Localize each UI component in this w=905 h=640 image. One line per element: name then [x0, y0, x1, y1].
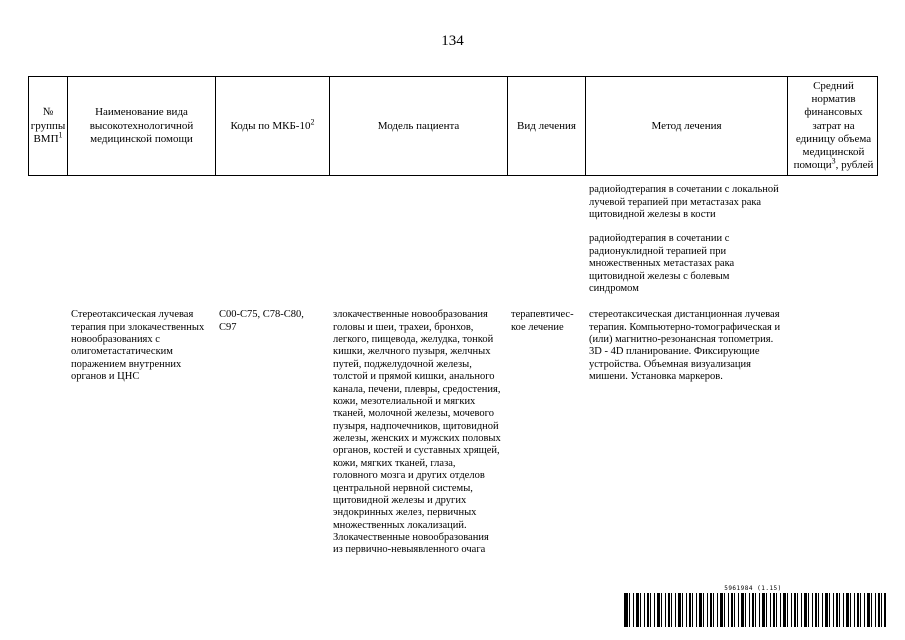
method-paragraph: радиойодтерапия в сочетании с радионуклидной терапией при множественных метастазах рака щитовидной железы с болевым синдромом	[589, 233, 735, 294]
cell-treatment-kind	[506, 180, 584, 299]
cell-group-no	[28, 305, 66, 561]
cell-treatment-kind: терапевтичес-кое лечение	[511, 309, 574, 333]
table-row	[28, 305, 878, 561]
footnote-marker: 3	[831, 156, 836, 166]
col-header-icd-codes-text: Коды по МКБ-10	[230, 119, 311, 132]
col-header-cost-norm-text: Средний норматив финансовых затрат на единицу объема медицинской помощи	[793, 80, 872, 172]
col-header-treatment-kind	[507, 77, 585, 175]
col-header-icd-codes	[215, 77, 329, 175]
vmp-table	[28, 76, 878, 561]
cell-icd-codes: C00-C75, C78-C80, C97	[219, 309, 304, 333]
col-header-patient-model-text: Модель пациента	[377, 119, 460, 132]
barcode-label: 5961984 (1.15)	[724, 585, 782, 592]
cell-cost-norm	[786, 180, 878, 299]
footnote-marker: 2	[310, 116, 315, 126]
col-header-patient-model	[329, 77, 507, 175]
col-header-cost-norm: Средний норматив финансовых затрат на единицу объема медицинской помощи$^3$, рублей	[787, 77, 879, 175]
footnote-marker: 1	[58, 130, 63, 140]
col-header-treatment-method-text: Метод лечения	[651, 119, 722, 132]
barcode	[624, 585, 882, 627]
col-header-treatment-method	[585, 77, 787, 175]
col-header-group-no	[29, 77, 67, 175]
method-paragraph: радиойодтерапия в сочетании с локальной лучевой терапией при метастазах рака щитовидной железы в кости	[589, 184, 779, 221]
table-header-row	[28, 76, 878, 176]
cell-patient-model	[328, 180, 506, 299]
page-number: 134	[441, 33, 464, 49]
col-header-group-no-text: № группы ВМП	[30, 106, 66, 145]
cell-patient-model: злокачественные новообразования головы и шеи, трахеи, бронхов, легкого, пищевода, желудка, тонкой кишки, желчного пузыря, желчных путей, поджелудочной железы, толстой и прямой кишки, анального канала, печени, плевры, средостения, кожи, мезотелиальной и мягких тканей, молочной железы, мочевого пузыря, надпочечников, щитовидной железы, женских и мужских половых органов, костей и суставных хрящей, кожи, мягких тканей, глаза, головного мозга и других отделов центральной нервной системы, щитовидной железы и других эндокринных желез, первичных множественных локализаций. Злокачественные новообразования из первично-невыявленного очага	[333, 309, 501, 556]
col-header-care-type-text: Наименование вида высокотехнологичной медицинской помощи	[89, 106, 194, 145]
cell-cost-norm	[786, 305, 878, 561]
cell-treatment-method: стереотаксическая дистанционная лучевая терапия. Компьютерно-томографическая и (или) магнитно-резонансная топометрия. 3D - 4D планирование. Фиксирующие устройства. Объемная визуализация мишени. Установка маркеров.	[589, 309, 781, 383]
cell-treatment-method	[584, 180, 786, 299]
cell-care-type	[66, 180, 214, 299]
table-row-continuation	[28, 180, 878, 299]
col-header-treatment-kind-text: Вид лечения	[517, 119, 576, 132]
barcode-bars	[624, 593, 886, 627]
col-header-care-type	[67, 77, 215, 175]
cell-group-no	[28, 180, 66, 299]
cell-icd-codes	[214, 180, 328, 299]
cell-care-type: Стереотаксическая лучевая терапия при злокачественных новообразованиях с олигометастатическим поражением внутренних органов и ЦНС	[71, 309, 205, 383]
